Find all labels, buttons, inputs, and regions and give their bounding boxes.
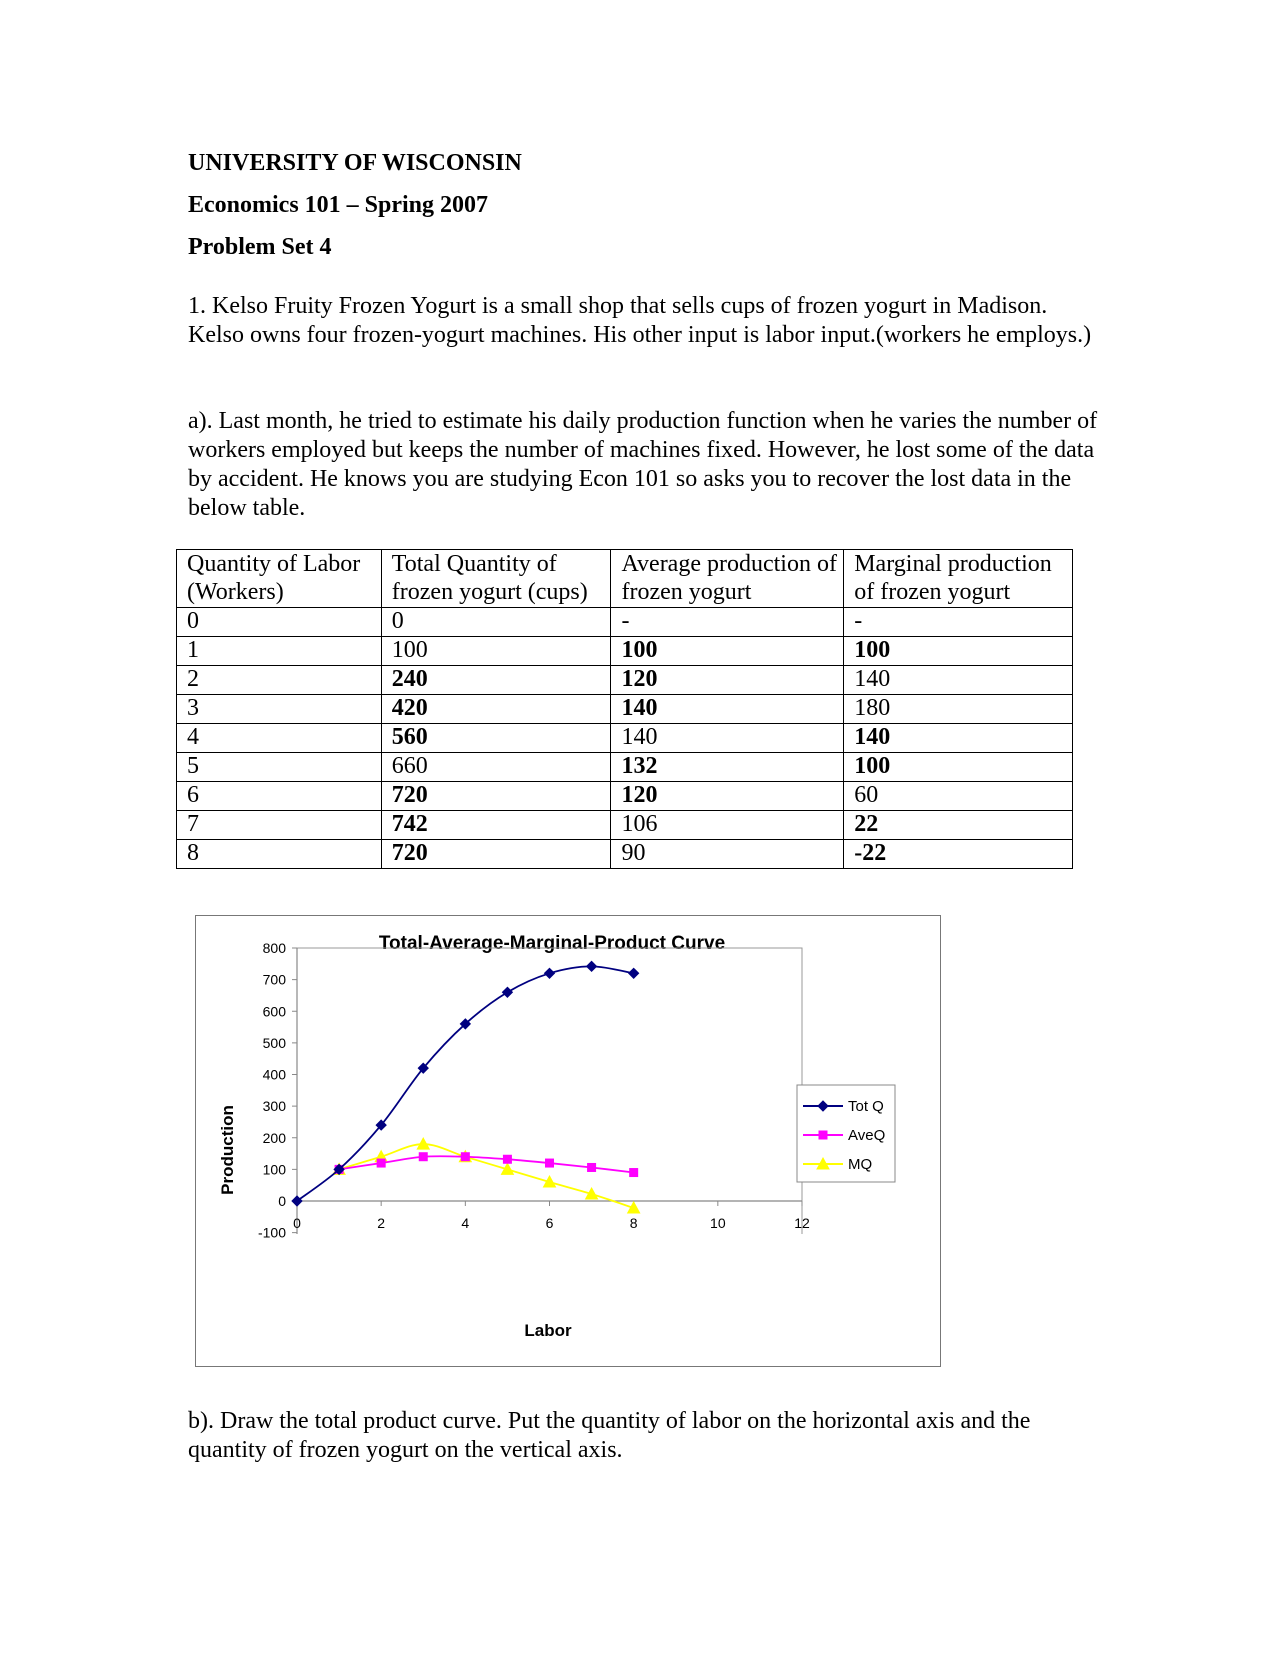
- data-point: [629, 968, 639, 978]
- table-cell: 100: [611, 637, 844, 666]
- table-cell: 0: [177, 608, 382, 637]
- data-point: [587, 961, 597, 971]
- table-cell: -22: [844, 840, 1073, 869]
- y-tick-label: -100: [257, 1224, 286, 1241]
- table-cell: 140: [611, 695, 844, 724]
- y-tick-label: 400: [262, 1066, 286, 1083]
- question-1-intro: 1. Kelso Fruity Frozen Yogurt is a small shop that sells cups of frozen yogurt in Madison. Kelso owns four frozen-yogurt machines. His other input is labor input.(workers he employs.): [188, 293, 1092, 348]
- table-cell: 560: [381, 724, 611, 753]
- question-1b-text: b). Draw the total product curve. Put the quantity of labor on the horizontal axis and the quantity of frozen yogurt on the vertical axis.: [188, 1408, 1031, 1463]
- chart-svg: [196, 916, 940, 1366]
- y-axis-label: Production: [218, 1105, 237, 1195]
- data-point: [461, 1153, 469, 1161]
- table-cell: 106: [611, 811, 844, 840]
- table-cell: 90: [611, 840, 844, 869]
- y-tick-label: 800: [262, 940, 286, 956]
- table-row: [177, 666, 1073, 695]
- data-point: [377, 1159, 385, 1167]
- y-tick-label: 200: [262, 1129, 286, 1146]
- legend-label: AveQ: [848, 1127, 886, 1144]
- x-tick-label: 8: [629, 1215, 638, 1231]
- table-cell: 120: [611, 666, 844, 695]
- table-cell: 1: [177, 637, 382, 666]
- x-tick-label: 4: [461, 1215, 470, 1231]
- data-point: [503, 1155, 511, 1163]
- table-cell: 60: [844, 782, 1073, 811]
- course-title: Economics 101 – Spring 2007: [188, 192, 489, 218]
- table-cell: 660: [381, 753, 611, 782]
- table-cell: -: [611, 608, 844, 637]
- table-cell: 22: [844, 811, 1073, 840]
- header-marginal-production: Marginal production of frozen yogurt: [844, 550, 1073, 608]
- table-body: [177, 608, 1073, 869]
- table-cell: 6: [177, 782, 382, 811]
- data-point: [502, 987, 512, 997]
- table-row: [177, 724, 1073, 753]
- x-tick-label: 6: [545, 1215, 554, 1231]
- axes: [258, 940, 810, 1241]
- table-header-row: [177, 550, 1073, 608]
- table-cell: 742: [381, 811, 611, 840]
- table-cell: 140: [844, 724, 1073, 753]
- table-cell: 420: [381, 695, 611, 724]
- table-cell: 140: [844, 666, 1073, 695]
- table-cell: 0: [381, 608, 611, 637]
- table-cell: 100: [844, 753, 1073, 782]
- data-point: [545, 968, 555, 978]
- x-tick-label: 10: [710, 1215, 726, 1231]
- table-cell: 720: [381, 782, 611, 811]
- y-tick-label: 300: [262, 1098, 286, 1115]
- table-cell: 2: [177, 666, 382, 695]
- data-point: [546, 1159, 554, 1167]
- table-row: [177, 637, 1073, 666]
- y-tick-label: 0: [278, 1193, 286, 1209]
- table-cell: 132: [611, 753, 844, 782]
- data-point: [419, 1153, 427, 1161]
- table-row: [177, 608, 1073, 637]
- table-row: [177, 695, 1073, 724]
- y-tick-label: 700: [262, 971, 286, 988]
- table-row: [177, 782, 1073, 811]
- table-row: [177, 753, 1073, 782]
- table-row: [177, 811, 1073, 840]
- plot-series: [292, 961, 640, 1213]
- question-1a-text: a). Last month, he tried to estimate his daily production function when he varies the number of workers employed but keeps the number of machines fixed. However, he lost some of the data by accident. He knows you are studying Econ 101 so asks you to recover the lost data in the below table.: [188, 408, 1098, 521]
- table-cell: 5: [177, 753, 382, 782]
- legend-label: Tot Q: [848, 1098, 884, 1115]
- series-tot-q: [292, 961, 639, 1206]
- data-point: [630, 1169, 638, 1177]
- y-tick-label: 500: [262, 1034, 286, 1051]
- table-cell: 120: [611, 782, 844, 811]
- university-title: UNIVERSITY OF WISCONSIN: [188, 150, 522, 176]
- chart-legend: [797, 1085, 895, 1182]
- data-point: [588, 1163, 596, 1171]
- header-labor: Quantity of Labor (Workers): [177, 550, 382, 608]
- header-average-production: Average production of frozen yogurt: [611, 550, 844, 608]
- table-cell: 180: [844, 695, 1073, 724]
- x-tick-label: 2: [377, 1215, 386, 1231]
- plot-area-frame: [297, 948, 802, 1234]
- y-tick-label: 600: [262, 1003, 286, 1020]
- table-cell: 100: [844, 637, 1073, 666]
- table-cell: 140: [611, 724, 844, 753]
- x-axis-label: Labor: [524, 1321, 572, 1340]
- table-row: [177, 840, 1073, 869]
- table-cell: 720: [381, 840, 611, 869]
- chart-title: Total-Average-Marginal-Product Curve: [378, 933, 726, 954]
- header-total-quantity: Total Quantity of frozen yogurt (cups): [381, 550, 611, 608]
- table-cell: 4: [177, 724, 382, 753]
- production-chart: [195, 915, 941, 1367]
- series-mq: [333, 1138, 640, 1213]
- table-cell: -: [844, 608, 1073, 637]
- table-cell: 240: [381, 666, 611, 695]
- legend-marker: [819, 1131, 827, 1139]
- table-cell: 3: [177, 695, 382, 724]
- x-tick-label: 12: [794, 1215, 810, 1231]
- table-cell: 100: [381, 637, 611, 666]
- y-tick-label: 100: [262, 1161, 286, 1178]
- production-table: [176, 549, 1073, 869]
- table-cell: 8: [177, 840, 382, 869]
- problem-set-title: Problem Set 4: [188, 234, 332, 260]
- legend-label: MQ: [848, 1156, 873, 1173]
- table-cell: 7: [177, 811, 382, 840]
- x-tick-label: 0: [293, 1215, 301, 1231]
